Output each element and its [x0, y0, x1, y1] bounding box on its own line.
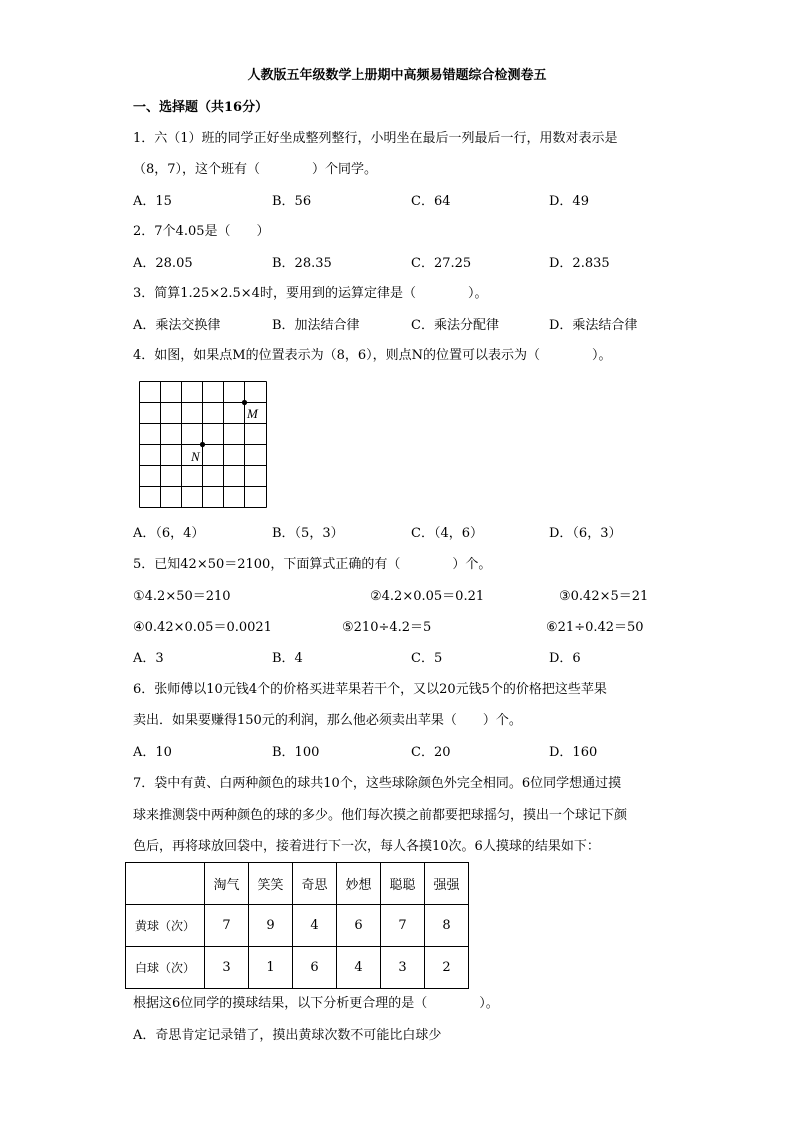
- q2-option-c: C．27.25: [411, 256, 472, 271]
- point-m-dot: [242, 400, 247, 405]
- q5-option-c: C．5: [411, 651, 443, 666]
- q4-option-a: A．（6，4）: [133, 526, 205, 541]
- table-header-cell: [126, 863, 205, 905]
- q5-item-3: ③0.42×5＝21: [559, 589, 649, 604]
- point-n-label: N: [191, 449, 200, 464]
- q7-line2: 球来推测袋中两种颜色的球的多少。他们每次摸之前都要把球摇匀，摸出一个球记下颜: [133, 808, 628, 823]
- table-cell: 7: [205, 905, 249, 947]
- q3-option-b: B．加法结合律: [272, 318, 360, 333]
- table-cell: 9: [249, 905, 293, 947]
- q6-option-c: C．20: [411, 745, 451, 760]
- table-header-cell: 淘气: [205, 863, 249, 905]
- q1-option-d: D．49: [549, 194, 589, 209]
- q4-option-b: B．（5，3）: [272, 526, 344, 541]
- q1-line2: （8，7），这个班有（ ）个同学。: [133, 162, 378, 177]
- table-header-cell: 妙想: [337, 863, 381, 905]
- table-cell: 2: [425, 947, 469, 989]
- table-cell: 6: [293, 947, 337, 989]
- table-header-cell: 奇思: [293, 863, 337, 905]
- table-cell: 1: [249, 947, 293, 989]
- table-header-row: [126, 863, 469, 905]
- q2-option-a: A．28.05: [133, 256, 193, 271]
- q4-option-d: D．（6，3）: [549, 526, 622, 541]
- table-row-label: 黄球（次）: [126, 905, 205, 947]
- q6-line1: 6．张师傅以10元钱4个的价格买进苹果若干个，又以20元钱5个的价格把这些苹果: [133, 682, 607, 697]
- table-cell: 6: [337, 905, 381, 947]
- q2-option-b: B．28.35: [272, 256, 332, 271]
- table-header-cell: 聪聪: [381, 863, 425, 905]
- q5-item-6: ⑥21÷0.42＝50: [546, 620, 644, 635]
- q5-line1: 5．已知42×50＝2100，下面算式正确的有（ ）个。: [133, 557, 492, 572]
- q4-option-c: C．（4，6）: [411, 526, 483, 541]
- table-cell: 4: [293, 905, 337, 947]
- table-cell: 4: [337, 947, 381, 989]
- table-header-cell: 强强: [425, 863, 469, 905]
- q1-option-b: B．56: [272, 194, 312, 209]
- q5-option-b: B．4: [272, 651, 303, 666]
- table-cell: 7: [381, 905, 425, 947]
- q3-line1: 3．简算1.25×2.5×4时，要用到的运算定律是（ ）。: [133, 286, 488, 301]
- q3-option-d: D．乘法结合律: [549, 318, 638, 333]
- point-m-label: M: [247, 406, 258, 421]
- q4-line1: 4．如图，如果点M的位置表示为（8，6），则点N的位置可以表示为（ ）。: [133, 348, 612, 363]
- q3-option-c: C．乘法分配律: [411, 318, 499, 333]
- q5-item-1: ①4.2×50＝210: [133, 589, 231, 604]
- coordinate-grid: [139, 381, 267, 508]
- q5-item-5: ⑤210÷4.2＝5: [342, 620, 432, 635]
- q5-item-2: ②4.2×0.05＝0.21: [370, 589, 485, 604]
- q6-option-a: A．10: [133, 745, 172, 760]
- q6-line2: 卖出．如果要赚得150元的利润，那么他必须卖出苹果（ ）个。: [133, 713, 522, 728]
- q7-line3: 色后，再将球放回袋中，接着进行下一次，每人各摸10次。6人摸球的结果如下：: [133, 839, 600, 854]
- q6-option-b: B．100: [272, 745, 320, 760]
- q2-line1: 2．7个4.05是（ ）: [133, 224, 270, 239]
- q3-option-a: A．乘法交换律: [133, 318, 221, 333]
- table-row-label: 白球（次）: [126, 947, 205, 989]
- q7-option-a: A．奇思肯定记录错了，摸出黄球次数不可能比白球少: [133, 1028, 442, 1043]
- q7-after-table: 根据这6位同学的摸球结果，以下分析更合理的是（ ）。: [133, 996, 499, 1011]
- q1-option-a: A．15: [133, 194, 172, 209]
- ball-result-table: [125, 862, 469, 989]
- grid-figure: [139, 381, 267, 508]
- table-row: [126, 905, 469, 947]
- point-n-dot: [200, 442, 205, 447]
- q1-line1: 1．六（1）班的同学正好坐成整列整行，小明坐在最后一列最后一行，用数对表示是: [133, 131, 618, 146]
- q5-option-a: A．3: [133, 651, 164, 666]
- table-header-cell: 笑笑: [249, 863, 293, 905]
- table-cell: 3: [205, 947, 249, 989]
- q2-option-d: D．2.835: [549, 256, 610, 271]
- q1-option-c: C．64: [411, 194, 451, 209]
- page-title: 人教版五年级数学上册期中高频易错题综合检测卷五: [247, 68, 547, 83]
- q5-option-d: D．6: [549, 651, 581, 666]
- table-cell: 8: [425, 905, 469, 947]
- table-cell: 3: [381, 947, 425, 989]
- q6-option-d: D．160: [549, 745, 598, 760]
- section-heading: 一、选择题（共16分）: [133, 100, 269, 115]
- table-row: [126, 947, 469, 989]
- q5-item-4: ④0.42×0.05＝0.0021: [133, 620, 272, 635]
- q7-line1: 7．袋中有黄、白两种颜色的球共10个，这些球除颜色外完全相同。6位同学想通过摸: [133, 776, 622, 791]
